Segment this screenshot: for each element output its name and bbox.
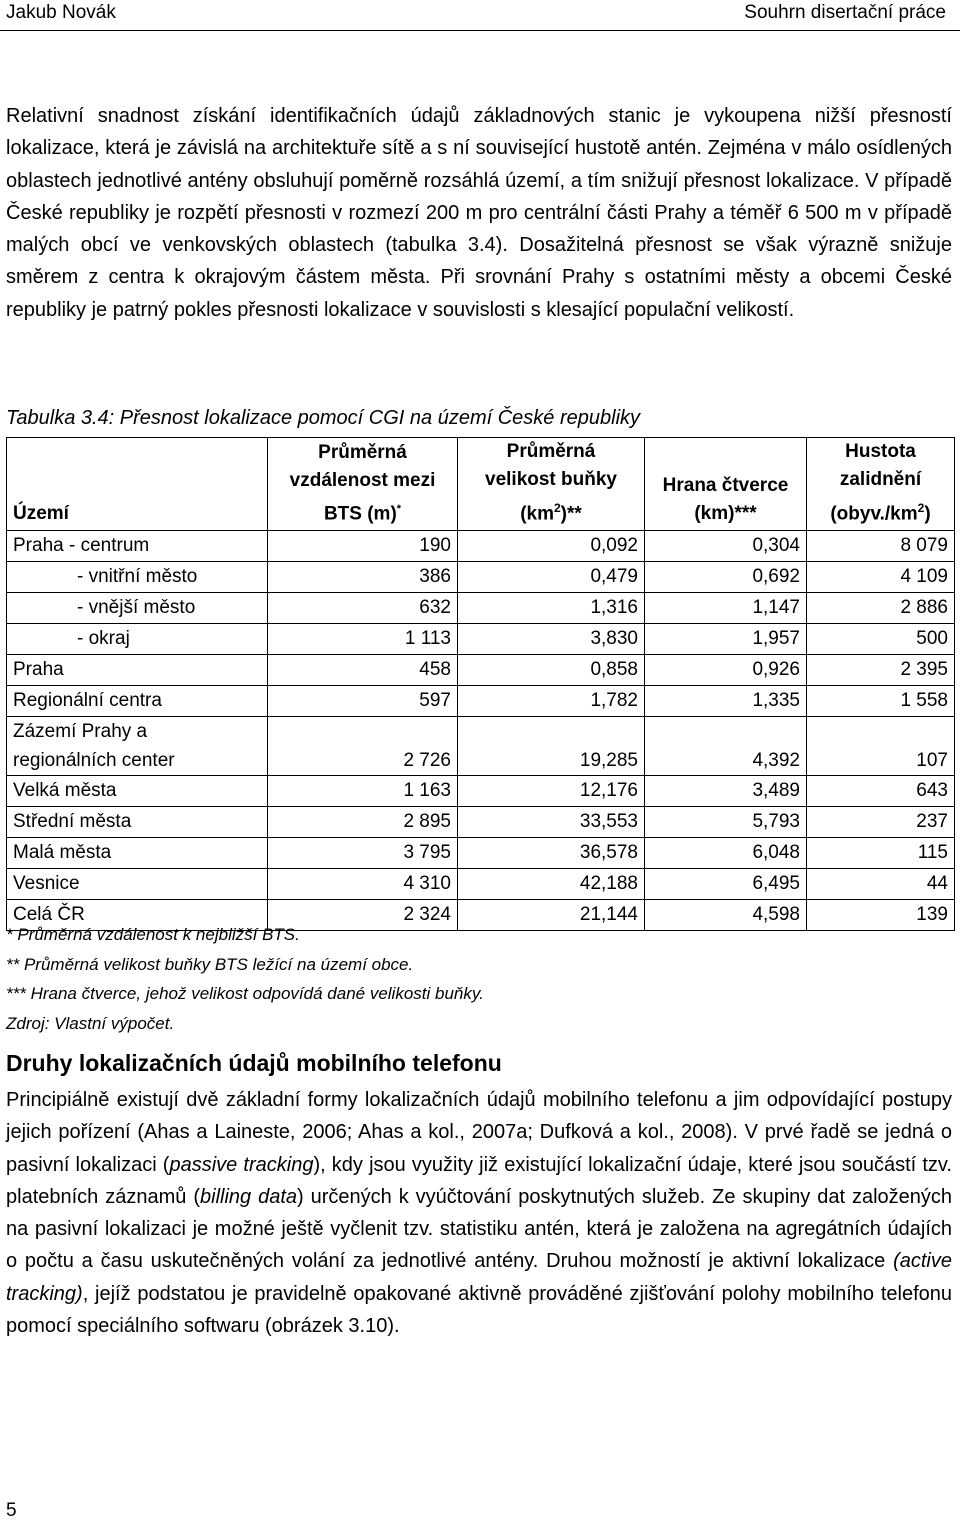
- table-row: [7, 807, 955, 838]
- header-doc-title: Souhrn disertační práce: [744, 2, 946, 23]
- cell-cell-size: 0,092: [458, 531, 645, 562]
- table-caption: Tabulka 3.4: Přesnost lokalizace pomocí CGI na území České republiky: [6, 407, 641, 429]
- col-square-edge: Hrana čtverce (km)***: [645, 438, 807, 531]
- section-heading: Druhy lokalizačních údajů mobilního telefonu: [6, 1050, 502, 1076]
- page-header: [0, 0, 960, 31]
- cell-cell-size: 12,176: [458, 776, 645, 807]
- cell-edge: 0,304: [645, 531, 807, 562]
- col-cell-size: Průměrná velikost buňky $(km^2)**$: [458, 438, 645, 531]
- table-row: [7, 717, 955, 776]
- cell-edge: 5,793: [645, 807, 807, 838]
- row-name: Velká města: [7, 776, 268, 807]
- page-number: 5: [6, 1500, 17, 1521]
- cell-cell-size: 21,144: [458, 900, 645, 931]
- cell-edge: 0,692: [645, 562, 807, 593]
- cell-edge: 3,489: [645, 776, 807, 807]
- cell-cell-size: 0,479: [458, 562, 645, 593]
- cell-edge: 6,048: [645, 838, 807, 869]
- row-name: - vnější město: [7, 593, 268, 624]
- cell-cell-size: 1,316: [458, 593, 645, 624]
- row-name: Zázemí Prahy a regionálních center: [7, 717, 268, 776]
- cell-cell-size: 42,188: [458, 869, 645, 900]
- cell-density: 643: [807, 776, 955, 807]
- cell-edge: 1,957: [645, 624, 807, 655]
- cell-distance: 2 324: [268, 900, 458, 931]
- row-name: Praha - centrum: [7, 531, 268, 562]
- row-name: - okraj: [7, 624, 268, 655]
- cell-distance: 190: [268, 531, 458, 562]
- col-territory: Území: [7, 438, 268, 531]
- cell-distance: 458: [268, 655, 458, 686]
- table-row: [7, 686, 955, 717]
- cell-edge: 0,926: [645, 655, 807, 686]
- accuracy-table: [6, 437, 955, 931]
- cell-cell-size: 19,285: [458, 717, 645, 776]
- row-name: Střední města: [7, 807, 268, 838]
- cell-distance: 386: [268, 562, 458, 593]
- cell-cell-size: 1,782: [458, 686, 645, 717]
- cell-distance: 3 795: [268, 838, 458, 869]
- table-row: [7, 655, 955, 686]
- cell-cell-size: 36,578: [458, 838, 645, 869]
- table-header-row: [7, 438, 955, 531]
- table-row: [7, 624, 955, 655]
- row-name: Celá ČR: [7, 900, 268, 931]
- cell-distance: 4 310: [268, 869, 458, 900]
- row-name: Praha: [7, 655, 268, 686]
- table-row: [7, 838, 955, 869]
- cell-density: 2 395: [807, 655, 955, 686]
- cell-distance: 632: [268, 593, 458, 624]
- cell-density: 44: [807, 869, 955, 900]
- cell-distance: 2 895: [268, 807, 458, 838]
- cell-density: 8 079: [807, 531, 955, 562]
- cell-distance: 2 726: [268, 717, 458, 776]
- cell-density: 107: [807, 717, 955, 776]
- cell-density: 115: [807, 838, 955, 869]
- note-cell-size: ** Průměrná velikost buňky BTS ležící na území obce.: [6, 954, 414, 974]
- col-distance: Průměrná vzdálenost mezi BTS (m)*: [268, 438, 458, 531]
- note-square-edge: *** Hrana čtverce, jehož velikost odpovídá dané velikosti buňky.: [6, 984, 484, 1003]
- table-row: [7, 531, 955, 562]
- table-row: [7, 776, 955, 807]
- cell-density: 2 886: [807, 593, 955, 624]
- cell-edge: 4,598: [645, 900, 807, 931]
- cell-edge: 6,495: [645, 869, 807, 900]
- cell-distance: 1 113: [268, 624, 458, 655]
- row-name: Vesnice: [7, 869, 268, 900]
- table-row: [7, 562, 955, 593]
- cell-cell-size: 33,553: [458, 807, 645, 838]
- note-source: Zdroj: Vlastní výpočet.: [6, 1013, 175, 1033]
- row-name: - vnitřní město: [7, 562, 268, 593]
- row-name: Regionální centra: [7, 686, 268, 717]
- cell-distance: 597: [268, 686, 458, 717]
- row-name: Malá města: [7, 838, 268, 869]
- intro-paragraph: Relativní snadnost získání identifikačních údajů základnových stanic je vykoupena nižší přesností lokalizace, která je závislá na architektuře sítě a s ní související hustotě antén. Zejména v málo osídlených oblastech jednotlivé antény obsluhují poměrně rozsáhlá území, a tím snižují přesnost lokalizace. V případě České republiky je rozpětí přesnosti v rozmezí 200 m pro centrální části Prahy a téměř 6 500 m v případě malých obcí ve venkovských oblastech (tabulka 3.4). Dosažitelná přesnost se však výrazně snižuje směrem z centra k okrajovým částem města. Při srovnání Prahy s ostatními městy a obcemi České republiky je patrný pokles přesnosti lokalizace v souvislosti s klesající populační velikostí.: [6, 105, 952, 321]
- header-author: Jakub Novák: [6, 2, 116, 23]
- cell-edge: 4,392: [645, 717, 807, 776]
- note-distance: * Průměrná vzdálenost k nejbližší BTS.: [6, 925, 300, 944]
- table-notes: [6, 920, 484, 1038]
- cell-density: 237: [807, 807, 955, 838]
- table-row: [7, 593, 955, 624]
- cell-density: 4 109: [807, 562, 955, 593]
- cell-density: 1 558: [807, 686, 955, 717]
- col-density: Hustota zalidnění $(obyv./km^2)$: [807, 438, 955, 531]
- cell-density: 139: [807, 900, 955, 931]
- cell-cell-size: 3,830: [458, 624, 645, 655]
- cell-edge: 1,147: [645, 593, 807, 624]
- cell-cell-size: 0,858: [458, 655, 645, 686]
- section-paragraph: Principiálně existují dvě základní formy lokalizačních údajů mobilního telefonu a jim odpovídající postupy jejich pořízení (Ahas a Laineste, 2006; Ahas a kol., 2007a; Dufková a kol., 2008). V prvé řadě se jedná o pasivní lokalizaci (passive tracking), kdy jsou využity již existující lokalizační údaje, které jsou součástí tzv. platebních záznamů (billing data) určených k vyúčtování poskytnutých služeb. Ze skupiny dat založených na pasivní lokalizaci je možné ještě vyčlenit tzv. statistiku antén, která je založena na agregátních údajích o počtu a času uskutečněných volání za jednotlivé antény. Druhou možností je aktivní lokalizace (active tracking), jejíž podstatou je pravidelně opakované aktivně prováděné zjišťování polohy mobilního telefonu pomocí speciálního softwaru (obrázek 3.10).: [6, 1089, 952, 1338]
- cell-edge: 1,335: [645, 686, 807, 717]
- cell-density: 500: [807, 624, 955, 655]
- cell-distance: 1 163: [268, 776, 458, 807]
- table-row: [7, 869, 955, 900]
